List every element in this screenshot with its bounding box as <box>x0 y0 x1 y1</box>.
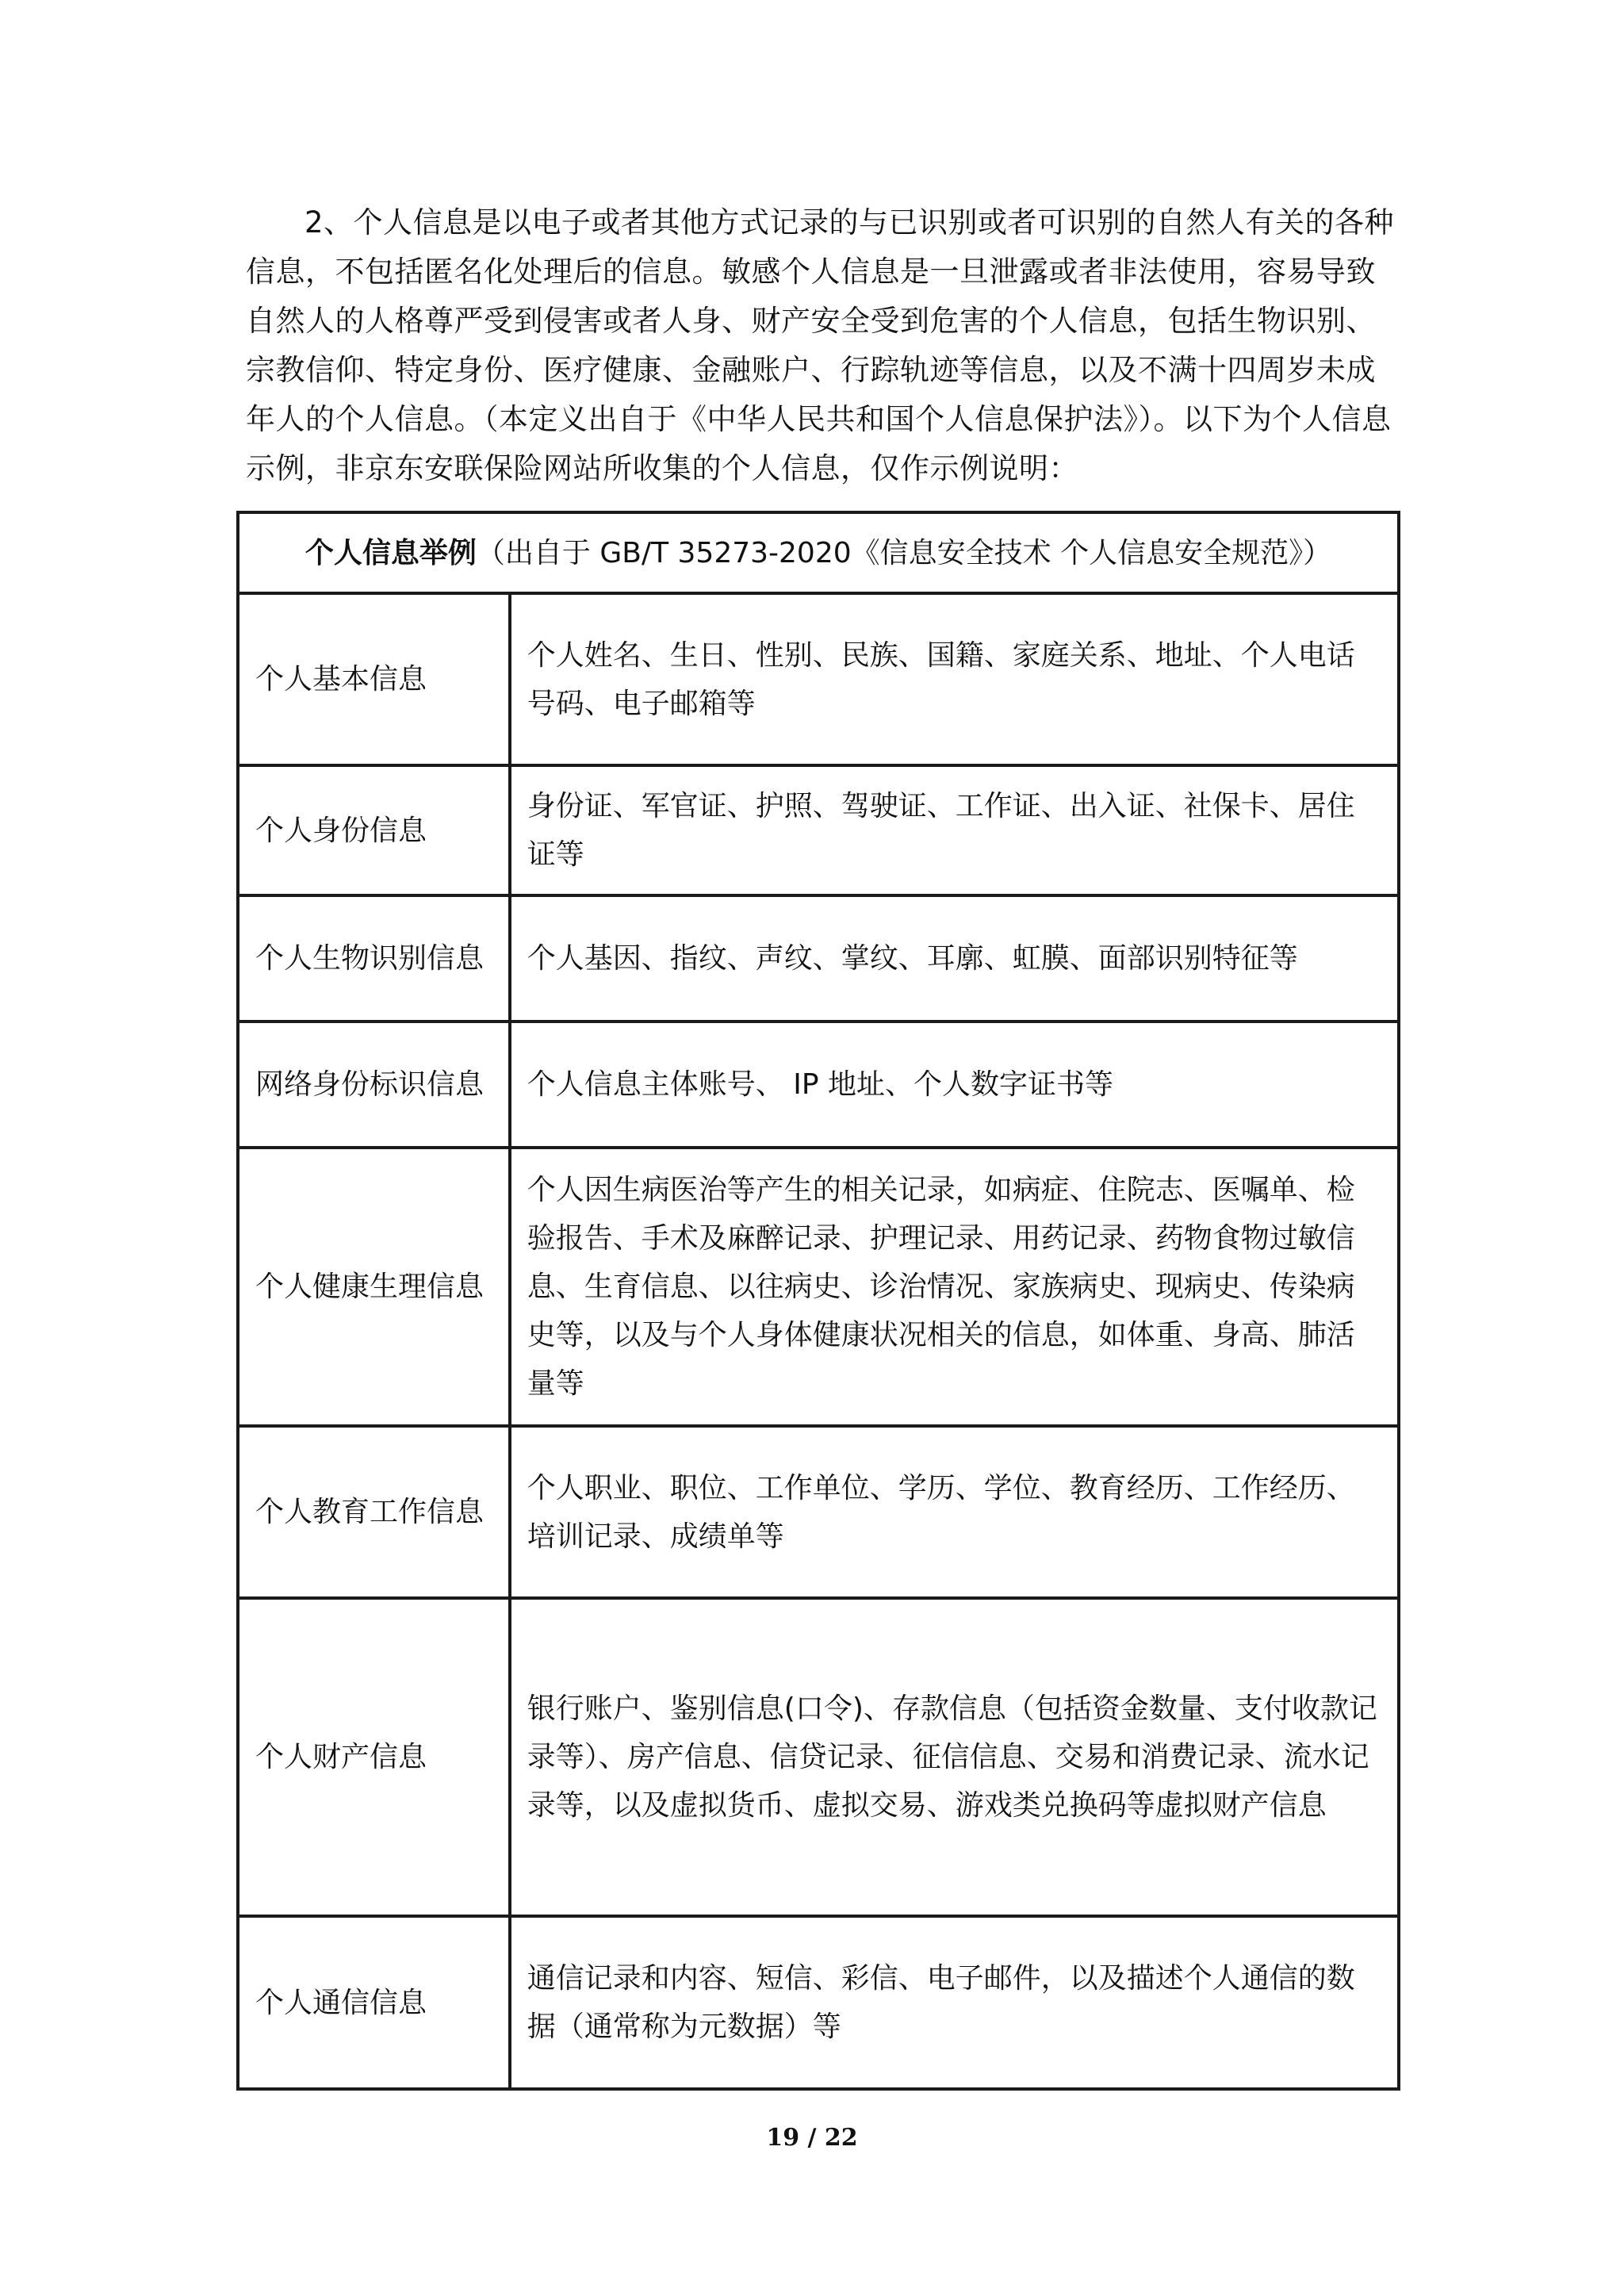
table-row <box>238 765 1399 895</box>
table-header <box>238 512 1399 593</box>
table-header-row <box>238 512 1399 593</box>
examples-cell: 个人信息主体账号、 IP 地址、个人数字证书等 <box>510 1022 1399 1148</box>
table-row <box>238 1148 1399 1426</box>
personal-info-table <box>236 511 1400 2091</box>
category-cell: 网络身份标识信息 <box>238 1022 510 1148</box>
table-header-title: 个人信息举例 <box>304 536 477 569</box>
table-row <box>238 895 1399 1022</box>
category-cell: 个人教育工作信息 <box>238 1426 510 1598</box>
category-cell: 个人通信信息 <box>238 1916 510 2089</box>
table-row <box>238 1916 1399 2089</box>
table-row <box>238 593 1399 765</box>
examples-cell: 通信记录和内容、短信、彩信、电子邮件，以及描述个人通信的数据（通常称为元数据）等 <box>510 1916 1399 2089</box>
examples-cell: 个人基因、指纹、声纹、掌纹、耳廓、虹膜、面部识别特征等 <box>510 895 1399 1022</box>
category-cell: 个人基本信息 <box>238 593 510 765</box>
examples-cell: 个人姓名、生日、性别、民族、国籍、家庭关系、地址、个人电话号码、电子邮箱等 <box>510 593 1399 765</box>
examples-cell: 身份证、军官证、护照、驾驶证、工作证、出入证、社保卡、居住证等 <box>510 765 1399 895</box>
table-header-source: （出自于 GB/T 35273-2020《信息安全技术 个人信息安全规范》） <box>476 536 1332 569</box>
page-number: 19 / 22 <box>766 2124 858 2152</box>
table-row <box>238 1426 1399 1598</box>
table-row <box>238 1598 1399 1916</box>
category-cell: 个人生物识别信息 <box>238 895 510 1022</box>
examples-cell: 个人因生病医治等产生的相关记录，如病症、住院志、医嘱单、检验报告、手术及麻醉记录、护理记录、用药记录、药物食物过敏信息、生育信息、以往病史、诊治情况、家族病史、现病史、传染病史等，以及与个人身体健康状况相关的信息，如体重、身高、肺活量等 <box>510 1148 1399 1426</box>
table-row <box>238 1022 1399 1148</box>
examples-cell: 个人职业、职位、工作单位、学历、学位、教育经历、工作经历、培训记录、成绩单等 <box>510 1426 1399 1598</box>
examples-cell: 银行账户、鉴别信息(口令)、存款信息（包括资金数量、支付收款记录等）、房产信息、信贷记录、征信信息、交易和消费记录、流水记录等，以及虚拟货币、虚拟交易、游戏类兑换码等虚拟财产信息 <box>510 1598 1399 1916</box>
category-cell: 个人健康生理信息 <box>238 1148 510 1426</box>
category-cell: 个人身份信息 <box>238 765 510 895</box>
intro-paragraph: 2、个人信息是以电子或者其他方式记录的与已识别或者可识别的自然人有关的各种信息，不包括匿名化处理后的信息。敏感个人信息是一旦泄露或者非法使用，容易导致自然人的人格尊严受到侵害或者人身、财产安全受到危害的个人信息，包括生物识别、宗教信仰、特定身份、医疗健康、金融账户、行踪轨迹等信息，以及不满十四周岁未成年人的个人信息。（本定义出自于《中华人民共和国个人信息保护法》）。以下为个人信息示例，非京东安联保险网站所收集的个人信息，仅作示例说明： <box>246 205 1395 485</box>
category-cell: 个人财产信息 <box>238 1598 510 1916</box>
